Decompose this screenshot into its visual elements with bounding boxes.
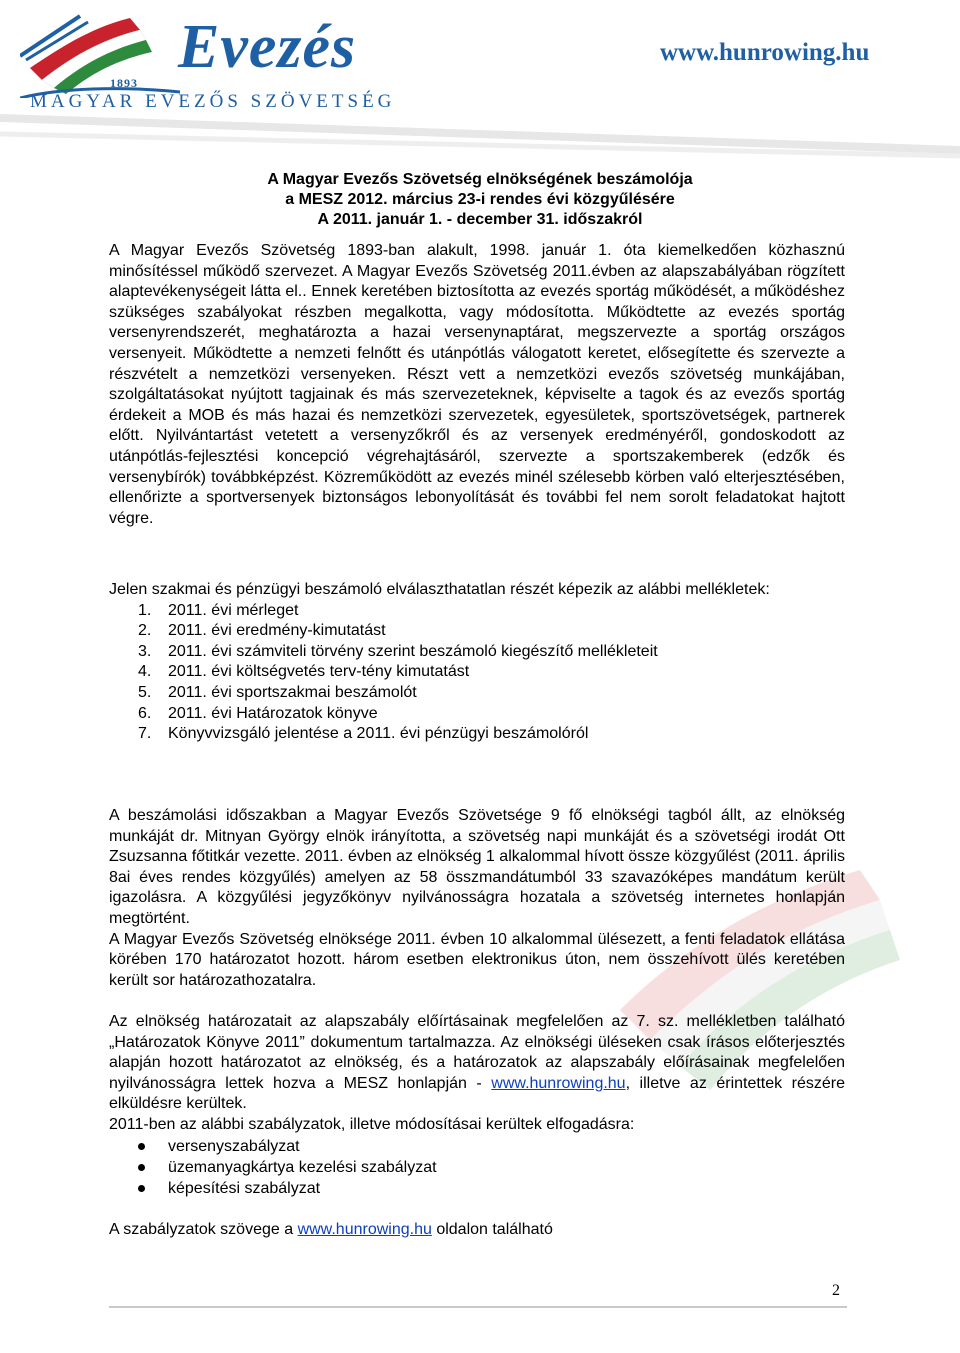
- list-item: [109, 1157, 845, 1178]
- title-line-2: a MESZ 2012. március 23-i rendes évi közgyűlésére: [285, 191, 675, 208]
- website-link[interactable]: www.hunrowing.hu: [297, 1221, 432, 1238]
- list-item: [109, 704, 845, 725]
- bullet-icon: [138, 1143, 145, 1150]
- page-number: 2: [832, 1282, 840, 1299]
- list-text: Könyvvizsgáló jelentése a 2011. évi pénzügyi beszámolóról: [168, 725, 589, 743]
- intro-paragraph: A Magyar Evezős Szövetség 1893-ban alakult, 1998. január 1. óta kiemelkedően közhasznú minősítéssel működő szervezet. A Magyar Evezős Szövetség 2011.évben az alapszabályában rögzített alaptevékenységeit látta el.. Ennek keretében biztosította az evezés sportág működését, a működéshez szükséges szabályokat részben megalkotta, vagy módosította. Működtette az evezés sportág versenyrendszerét, meghatározta a hazai versenynaptárat, megszervezte a sportág országos versenyeit. Működtette a nemzeti felnőtt és utánpótlás válogatott keretet, elősegítette és szervezte a részvételt a nemzetközi versenyeken. Részt vett a nemzetközi evezős szövetség munkájában, szolgáltatásokat nyújtott tagjainak és más szervezeteknek, képviselte a tagok és az evezős sportág érdekeit a MOB és más hazai és nemzetközi szervezetek, egyesületek, sportszövetségek, partnerek előtt. Nyilvántartást vetetett a versenyzőkről és az versenyek eredményéről, gondoskodott az utánpótlás-fejlesztési koncepció végrehajtásáról, szervezte a sportszakemberek (edzők és versenybírók) továbbképzést. Közreműködött az evezés minél szélesebb körben való elterjesztésében, ellenőrizte a sportversenyek biztonságos lebonyolítását és további fel nem sorolt feladatokat hajtott végre.: [109, 242, 845, 527]
- attachments-intro: Jelen szakmai és pénzügyi beszámoló elválaszthatatlan részét képezik az alábbi mellékletek:: [109, 581, 770, 598]
- list-text: 2011. évi sportszakmai beszámolót: [168, 683, 417, 701]
- rules-text-start: A szabályzatok szövege a: [109, 1221, 294, 1238]
- list-number: 7.: [138, 725, 152, 743]
- website-link[interactable]: www.hunrowing.hu: [491, 1074, 626, 1092]
- list-number: 2.: [138, 622, 152, 640]
- list-text: 2011. évi költségvetés terv-tény kimutatást: [168, 663, 470, 681]
- bullet-icon: [138, 1164, 145, 1171]
- list-text: 2011. évi számviteli törvény szerint beszámoló kiegészítő mellékleteit: [168, 642, 658, 660]
- title-line-1: A Magyar Evezős Szövetség elnökségének beszámolója: [267, 171, 693, 188]
- list-number: 5.: [138, 683, 152, 701]
- attachments-list: [109, 601, 845, 745]
- organization-name: MAGYAR EVEZŐS SZÖVETSÉG: [30, 91, 396, 112]
- letterhead: [0, 0, 960, 160]
- header-website: www.hunrowing.hu: [660, 39, 870, 66]
- rules-list: [109, 1136, 845, 1200]
- list-number: 3.: [138, 642, 152, 660]
- list-text: 2011. évi Határozatok könyve: [168, 704, 378, 722]
- list-number: 4.: [138, 663, 152, 681]
- decisions-section: [109, 1012, 845, 1200]
- list-item: [109, 683, 845, 704]
- list-item: [109, 601, 845, 622]
- attachments-section: [109, 580, 845, 745]
- list-item: [109, 662, 845, 683]
- intro-section: [109, 241, 845, 529]
- list-text: 2011. évi eredmény-kimutatást: [168, 622, 386, 640]
- brand-year: 1893: [110, 76, 138, 90]
- document-title: [100, 170, 860, 230]
- list-number: 6.: [138, 704, 152, 722]
- rowing-flag-logo-icon: [20, 8, 190, 98]
- header-swoosh-icon: [0, 110, 960, 160]
- decisions-paragraph: [109, 1012, 845, 1115]
- list-item: [109, 642, 845, 663]
- list-item: [109, 1136, 845, 1157]
- list-item: [109, 621, 845, 642]
- list-text: versenyszabályzat: [168, 1137, 300, 1155]
- list-text: képesítési szabályzat: [168, 1180, 321, 1198]
- board-paragraph: A beszámolási időszakban a Magyar Evezős Szövetsége 9 fő elnökségi tagból állt, az elnökség munkáját dr. Mitnyan György elnök irányította, a szövetség napi munkáját és a szövetségi irodát Ott Zsuzsanna főtitkár vezette. 2011. évben az elnökség 1 alkalommal hívott össze közgyűlést (2011. április 8ai éves rendes közgyűlés) amelyen az 58 összmandátumból 33 szavazóképes mandátum került igazolásra. A közgyűlési jegyzőkönyv nyilvánosságra hozatala a szövetség internetes honlapján megtörtént.: [109, 807, 845, 927]
- footer-divider: [109, 1306, 847, 1308]
- rules-text-section: [109, 1220, 845, 1241]
- board-section: [109, 806, 845, 991]
- brand-title: Evezés: [178, 13, 357, 81]
- title-line-3: A 2011. január 1. - december 31. időszakról: [317, 211, 643, 228]
- rules-text: [109, 1220, 845, 1241]
- meetings-paragraph: A Magyar Evezős Szövetség elnöksége 2011. évben 10 alkalommal ülésezett, a fenti feladatok ellátása körében 170 határozatot hozott. három esetben elektronikus úton, nem összehívott ülés keretében került sor határozathozatalra.: [109, 930, 845, 989]
- decisions-text: Az elnökség határozatait az alapszabály előírtásainak megfelelően az 7. sz. mellékletben található „Határozatok Könyve 2011” dokumentum tartalmazza. Az elnökségi üléseken csak írásos előterjesztés alapján hozott határozatot az elnökség, és a határozatok az alapszabály előírásainak megfelelően nyilvánosságra lettek hozva a MESZ honlapján -: [109, 1013, 845, 1092]
- list-number: 1.: [138, 601, 152, 619]
- list-text: 2011. évi mérleget: [168, 601, 299, 619]
- rules-text-end: oldalon található: [436, 1221, 553, 1238]
- decisions-text-end: , illetve az érintettek részére elküldésre kerültek.: [109, 1074, 846, 1113]
- list-item: [109, 724, 845, 745]
- rules-intro: 2011-ben az alábbi szabályzatok, illetve módosításai kerültek elfogadásra:: [109, 1115, 635, 1133]
- list-text: üzemanyagkártya kezelési szabályzat: [168, 1158, 437, 1176]
- list-item: [109, 1178, 845, 1199]
- bullet-icon: [138, 1185, 145, 1192]
